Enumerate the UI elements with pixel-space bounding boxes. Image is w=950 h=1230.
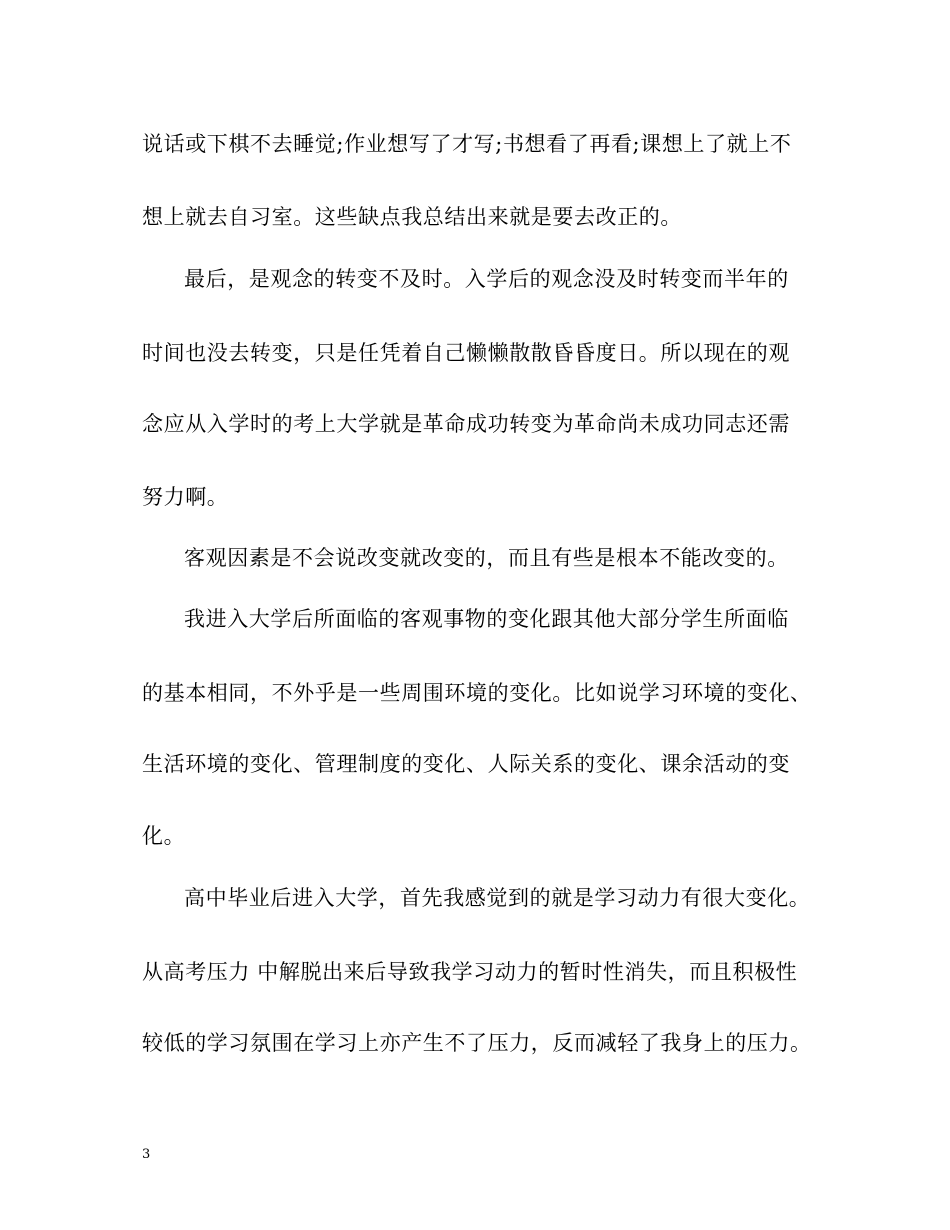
paragraph-start-line: 高中毕业后进入大学，首先我感觉到的就是学习动力有很大变化。	[184, 886, 811, 910]
text-line: 生活环境的变化、管理制度的变化、人际关系的变化、课余活动的变	[142, 752, 790, 776]
text-line: 的基本相同，不外乎是一些周围环境的变化。比如说学习环境的变化、	[142, 681, 812, 705]
text-line: 化。	[142, 824, 186, 848]
text-line: 较低的学习氛围在学习上亦产生不了压力，反而减轻了我身上的压力。	[142, 1031, 812, 1055]
text-line: 说话或下棋不去睡觉;作业想写了才写;书想看了再看;课想上了就上不	[142, 132, 792, 156]
text-line: 时间也没去转变，只是任凭着自己懒懒散散昏昏度日。所以现在的观	[142, 341, 790, 365]
text-line: 想上就去自习室。这些缺点我总结出来就是要去改正的。	[142, 205, 682, 229]
text-line: 念应从入学时的考上大学就是革命成功转变为革命尚未成功同志还需	[142, 412, 790, 436]
paragraph-start-line: 我进入大学后所面临的客观事物的变化跟其他大部分学生所面临	[184, 607, 789, 631]
text-line: 从高考压力 中解脱出来后导致我学习动力的暂时性消失，而且积极性	[142, 960, 798, 984]
paragraph-start-line: 最后，是观念的转变不及时。入学后的观念没及时转变而半年的	[184, 267, 789, 291]
text-line: 努力啊。	[142, 485, 229, 509]
page-number: 3	[142, 1147, 151, 1162]
paragraph-start-line: 客观因素是不会说改变就改变的，而且有些是根本不能改变的。	[184, 546, 789, 570]
